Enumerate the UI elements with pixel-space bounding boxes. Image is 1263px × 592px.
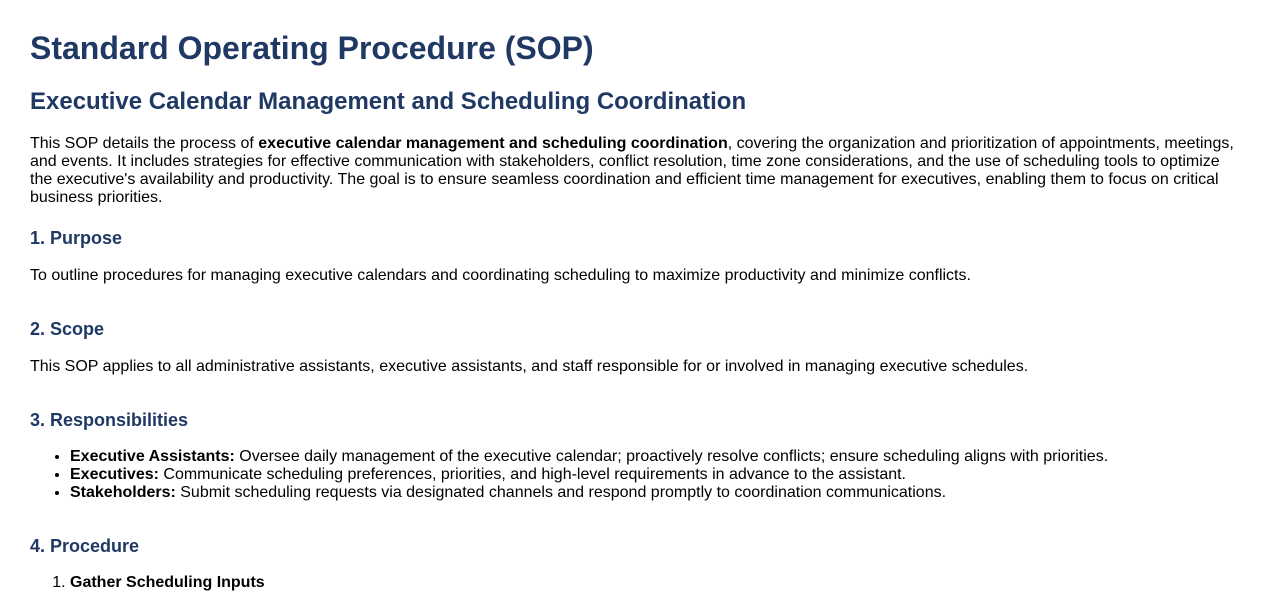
procedure-step-label: Gather Scheduling Inputs — [70, 574, 265, 591]
role-label: Executives: — [70, 466, 159, 483]
purpose-text: To outline procedures for managing executive calendars and coordinating scheduling to maximize productivity and minimize conflicts. — [30, 267, 971, 284]
role-label: Executive Assistants: — [70, 448, 235, 465]
intro-bold-phrase: executive calendar management and scheduling coordination — [258, 135, 728, 152]
list-item — [70, 484, 1108, 502]
document-subtitle: Executive Calendar Management and Scheduling Coordination — [30, 88, 747, 115]
intro-prefix: This SOP details the process of — [30, 135, 259, 152]
list-item — [70, 574, 265, 592]
document-title: Standard Operating Procedure (SOP) — [30, 30, 594, 66]
scope-text: This SOP applies to all administrative assistants, executive assistants, and staff responsible for or involved in managing executive schedules. — [30, 358, 1029, 375]
section-heading-responsibilities: 3. Responsibilities — [30, 410, 189, 430]
intro-suffix: , covering the organization and prioritization of appointments, meetings, and events. It includes strategies for effective communication with stakeholders, conflict resolution, time zone considerations, and the use of scheduling tools to optimize the executive's availability and productivity. The goal is to ensure seamless coordination and efficient time management for executives, enabling them to focus on critical business priorities. — [30, 135, 1234, 206]
intro-paragraph — [30, 135, 1240, 207]
role-label: Stakeholders: — [70, 484, 176, 501]
section-heading-purpose: 1. Purpose — [30, 228, 123, 248]
procedure-steps-list — [30, 574, 265, 592]
section-heading-scope: 2. Scope — [30, 319, 105, 339]
role-description: Oversee daily management of the executive calendar; proactively resolve conflicts; ensure scheduling aligns with priorities. — [234, 448, 1109, 465]
role-description: Submit scheduling requests via designated channels and respond promptly to coordination communications. — [175, 484, 947, 501]
list-item — [70, 466, 1108, 484]
responsibilities-list — [30, 448, 1108, 502]
role-description: Communicate scheduling preferences, priorities, and high-level requirements in advance to the assistant. — [158, 466, 906, 483]
section-heading-procedure: 4. Procedure — [30, 536, 140, 556]
list-item — [70, 448, 1108, 466]
